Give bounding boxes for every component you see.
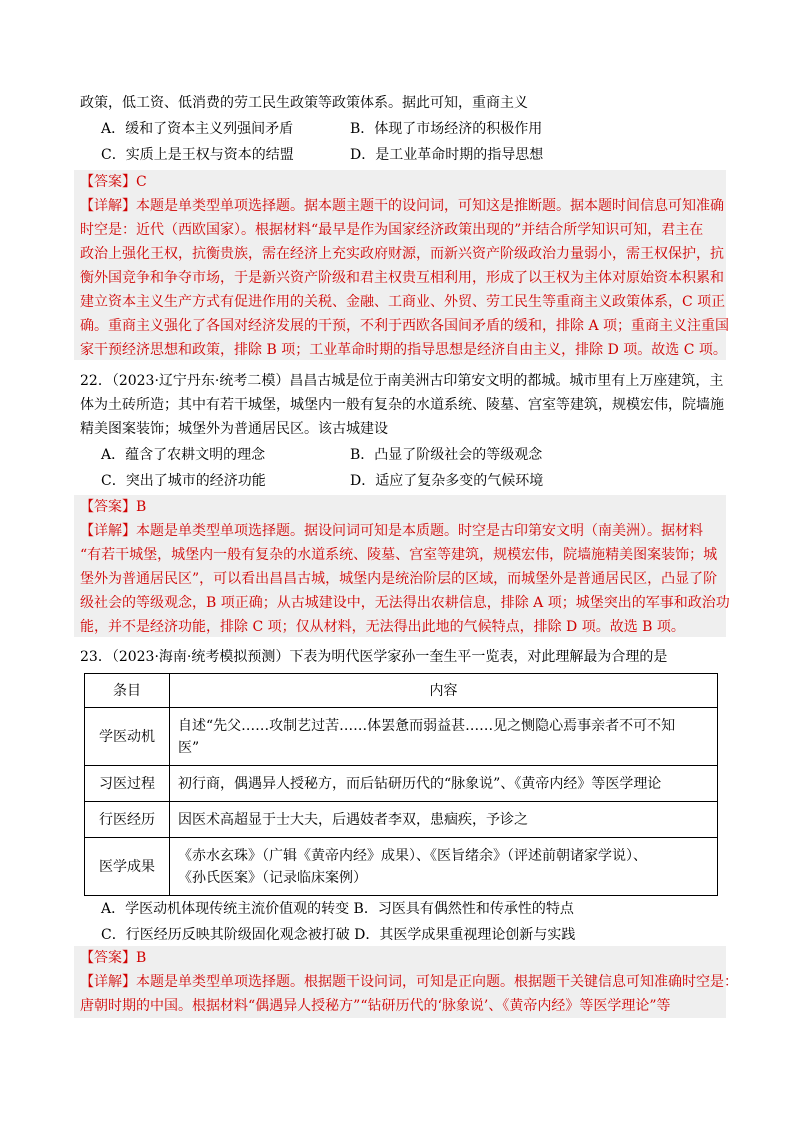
- q21-explanation-line: 确。重商主义强化了各国对经济发展的干预，不利于西欧各国间矛盾的缓和，排除 A 项；重商主义注重国: [80, 318, 730, 334]
- q21-explanation-line: 政治上强化王权，抗衡贵族，需在经济上充实政府财源，而新兴资产阶级政治力量弱小，需王权保护，抗: [80, 246, 724, 262]
- q22-option-c: C．突出了城市的经济功能: [101, 473, 266, 489]
- q23-stem: 23．（2023·海南·统考模拟预测）下表为明代医学家孙一奎生平一览表，对此理解最为合理的是: [80, 649, 668, 665]
- q22-option-a: A．蕴含了农耕文明的理念: [101, 447, 266, 463]
- q23-options-cd: C．行医经历反映其阶级固化观念被打破 D．其医学成果重视理论创新与实践: [101, 927, 576, 943]
- table-cell-line: 《赤水玄珠》（广辑《黄帝内经》成果）、《医旨绪余》（评述前朝诸家学说）、: [178, 847, 647, 864]
- table-row: [85, 708, 718, 766]
- q21-option-d: D．是工业革命时期的指导思想: [350, 147, 544, 163]
- q21-explanation-line: 衡外国竞争和争夺市场，于是新兴资产阶级和君主权贵互相利用，形成了以王权为主体对原始资本积累和: [80, 270, 724, 286]
- q22-stem-line: 22．（2023·辽宁丹东·统考二模）昌昌古城是位于南美洲古印第安文明的都城。城市里有上万座建筑，主: [80, 373, 724, 389]
- table-cell-line: 因医术高超显于士大夫，后遇妓者李双，患痼疾，予诊之: [178, 811, 528, 828]
- q22-stem-line: 精美图案装饰；城堡外为普通居民区。该古城建设: [80, 421, 388, 437]
- q21-option-b: B．体现了市场经济的积极作用: [350, 121, 543, 137]
- table-cell-content: [170, 766, 718, 802]
- q22-explanation-line: 堡外为普通居民区”，可以看出昌昌古城，城堡内是统治阶层的区域，而城堡外是普通居民区，凸显了阶: [80, 571, 718, 587]
- q21-explanation-line: 【详解】本题是单类型单项选择题。据本题主题干的设问词，可知这是推断题。据本题时间信息可知准确: [80, 198, 724, 214]
- q21-answer-block: [74, 170, 730, 360]
- q22-explanation-line: 级社会的等级观念，B 项正确；从古城建设中，无法得出农耕信息，排除 A 项；城堡突出的军事和政治功: [80, 595, 730, 611]
- table-cell-content: [170, 838, 718, 896]
- table-cell-line: 初行商，偶遇异人授秘方，而后钻研历代的“脉象说”、《黄帝内经》等医学理论: [178, 775, 662, 792]
- q22-explanation-line: 能，并不是经济功能，排除 C 项；仅从材料，无法得出此地的气候特点，排除 D 项。故选 B 项。: [80, 619, 685, 635]
- table-cell-line: 医”: [178, 739, 200, 756]
- table-row: [85, 766, 718, 802]
- q22-stem-line: 体为土砖所造；其中有若干城堡，城堡内一般有复杂的水道系统、陵墓、宫室等建筑，规模宏伟，院墙施: [80, 397, 724, 413]
- q22-option-b: B．凸显了阶级社会的等级观念: [350, 447, 543, 463]
- q21-explanation-line: 时空是：近代（西欧国家）。根据材料“最早是作为国家经济政策出现的”并结合所学知识可知，君主在: [80, 222, 704, 238]
- table-cell-line: 《孙氏医案》（记录临床案例）: [178, 869, 367, 886]
- table-cell-item: 行医经历: [85, 802, 170, 838]
- q21-stem-tail: 政策，低工资、低消费的劳工民生政策等政策体系。据此可知，重商主义: [80, 95, 528, 111]
- q21-explanation-line: 家干预经济思想和政策，排除 B 项；工业革命时期的指导思想是经济自由主义，排除 D 项。故选 C 项。: [80, 342, 727, 358]
- q21-answer: 【答案】C: [80, 174, 147, 190]
- table-cell-item: 习医过程: [85, 766, 170, 802]
- q23-explanation-line: 【详解】本题是单类型单项选择题。根据题干设问词，可知是正向题。根据题干关键信息可知准确时空是：: [80, 974, 738, 990]
- q23-options-ab: A．学医动机体现传统主流价值观的转变 B．习医具有偶然性和传承性的特点: [101, 901, 574, 917]
- q22-explanation-line: 【详解】本题是单类型单项选择题。据设问词可知是本质题。时空是古印第安文明（南美洲）。据材料: [80, 523, 703, 539]
- table-row: [85, 838, 718, 896]
- table-header-content: 内容: [170, 674, 718, 708]
- table-cell-content: [170, 802, 718, 838]
- table-cell-item: 医学成果: [85, 838, 170, 896]
- q23-answer: 【答案】B: [80, 950, 147, 966]
- table-cell-content: [170, 708, 718, 766]
- table-cell-line: 自述“先父……攻制艺过苦……体罢惫而弱益甚……见之恻隐心焉事亲者不可不知: [178, 717, 676, 734]
- table-cell-item: 学医动机: [85, 708, 170, 766]
- q22-answer: 【答案】B: [80, 499, 147, 515]
- q23-answer-block: [74, 946, 738, 1018]
- table-row: [85, 802, 718, 838]
- q22-answer-block: [74, 495, 730, 637]
- q21-option-c: C．实质上是王权与资本的结盟: [101, 147, 294, 163]
- table-header-row: [85, 674, 718, 708]
- biography-table: [84, 673, 718, 896]
- q22-explanation-line: “有若干城堡，城堡内一般有复杂的水道系统、陵墓、宫室等建筑，规模宏伟，院墙施精美图案装饰；城: [80, 547, 718, 563]
- table-header-item: 条目: [85, 674, 170, 708]
- q23-explanation-line: 唐朝时期的中国。根据材料“偶遇异人授秘方”“钻研历代的‘脉象说’、《黄帝内经》等医学理论”等: [80, 998, 671, 1014]
- q21-option-a: A．缓和了资本主义列强间矛盾: [101, 121, 294, 137]
- q22-option-d: D．适应了复杂多变的气候环境: [350, 473, 544, 489]
- q21-explanation-line: 建立资本主义生产方式有促进作用的关税、金融、工商业、外贸、劳工民生等重商主义政策体系，C 项正: [80, 294, 726, 310]
